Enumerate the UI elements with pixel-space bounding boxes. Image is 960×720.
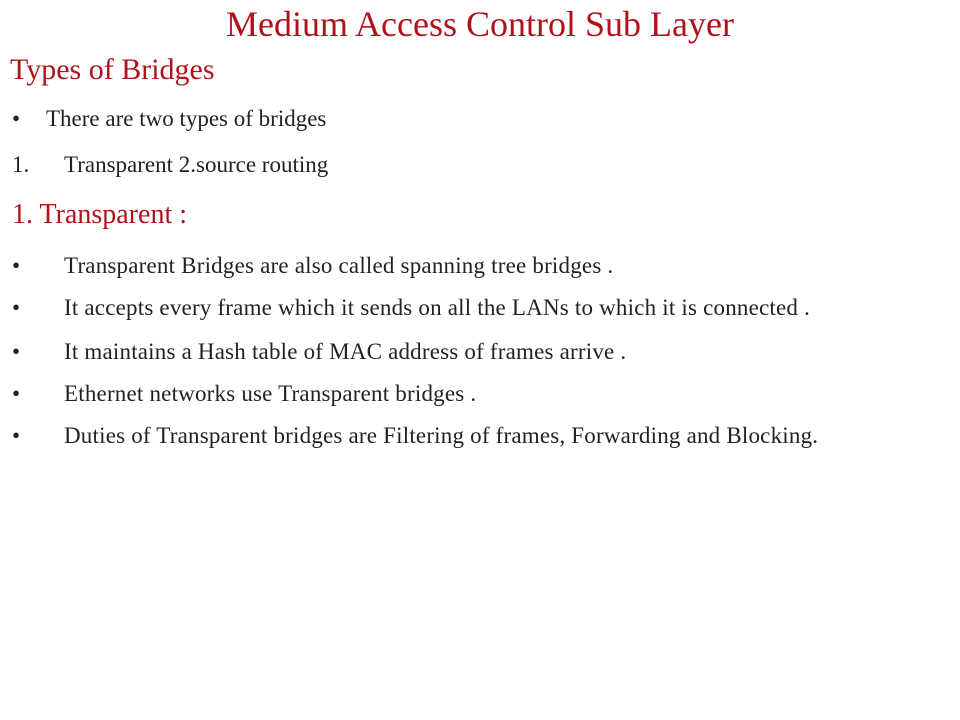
numbered-item-text: Transparent 2.source routing (64, 152, 329, 177)
bullet-list (12, 248, 950, 454)
list-item-text: It maintains a Hash table of MAC address of frames arrive . (64, 339, 627, 364)
bullet-marker: • (12, 339, 21, 364)
intro-bullet (12, 104, 326, 134)
list-item-text: It accepts every frame which it sends on all the LANs to which it is connected . (64, 295, 811, 320)
list-item-text: Ethernet networks use Transparent bridges . (64, 381, 477, 406)
bullet-marker: • (12, 253, 21, 278)
list-item (12, 290, 950, 326)
section-heading: Types of Bridges (10, 53, 215, 86)
list-item-text: Transparent Bridges are also called spanning tree bridges . (64, 253, 614, 278)
bullet-marker: • (12, 106, 21, 131)
list-item (12, 418, 950, 454)
list-item (12, 334, 950, 370)
bullet-marker: • (12, 295, 21, 320)
intro-text: There are two types of bridges (46, 106, 327, 131)
list-item (12, 376, 950, 412)
slide-title: Medium Access Control Sub Layer (226, 4, 734, 44)
bullet-marker: • (12, 423, 21, 448)
numbered-item (12, 150, 328, 180)
list-item (12, 248, 950, 284)
sub-heading: 1. Transparent : (12, 199, 187, 230)
item-number: 1. (12, 152, 30, 177)
bullet-marker: • (12, 381, 21, 406)
list-item-text: Duties of Transparent bridges are Filtering of frames, Forwarding and Blocking. (64, 423, 819, 448)
